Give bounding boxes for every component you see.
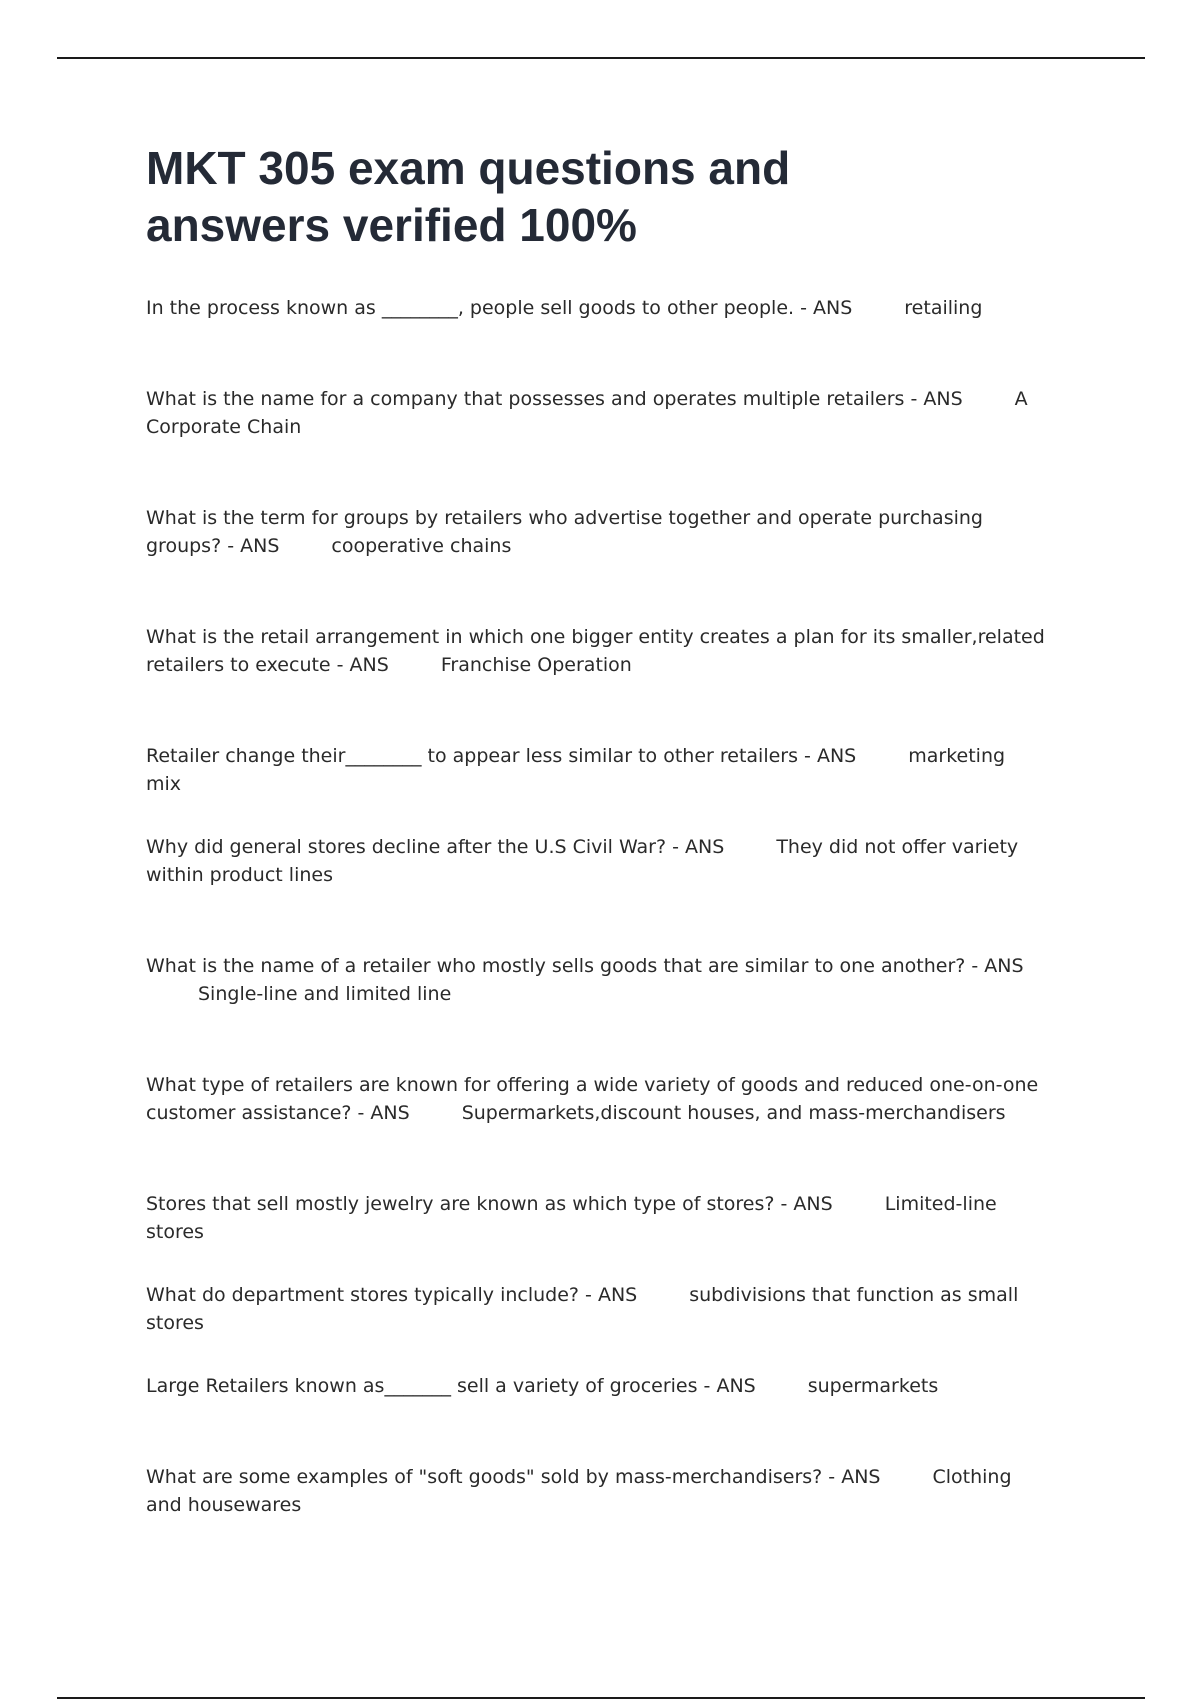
answer-text: marketing mix xyxy=(146,745,1006,795)
qa-item xyxy=(146,504,1046,623)
ans-marker: - ANS xyxy=(697,1375,756,1397)
question-text: What do department stores typically include? xyxy=(146,1284,580,1306)
document-body xyxy=(146,140,1046,1582)
bottom-rule xyxy=(57,1697,1145,1699)
question-text: What is the retail arrangement in which one bigger entity creates a plan for its smaller,related retailers to execute xyxy=(146,626,1045,676)
answer-text: subdivisions that function as small stores xyxy=(146,1284,1019,1334)
answer-text: cooperative chains xyxy=(331,535,512,557)
ans-marker: - ANS xyxy=(822,1466,881,1488)
answer-text: A Corporate Chain xyxy=(146,388,1028,438)
answer-text: Single-line and limited line xyxy=(198,983,452,1005)
qa-item xyxy=(146,742,1046,833)
qa-item xyxy=(146,1372,1046,1463)
question-text: Why did general stores decline after the U.S Civil War? xyxy=(146,836,667,858)
answer-text: Clothing and housewares xyxy=(146,1466,1012,1516)
answer-text: supermarkets xyxy=(807,1375,939,1397)
answer-text: Limited-line stores xyxy=(146,1193,997,1243)
ans-marker: - ANS xyxy=(965,955,1024,977)
top-rule xyxy=(57,57,1145,59)
ans-marker: - ANS xyxy=(904,388,963,410)
ans-marker: - ANS xyxy=(774,1193,833,1215)
question-text: In the process known as ________, people sell goods to other people. xyxy=(146,297,795,319)
question-text: What is the term for groups by retailers who advertise together and operate purchasing groups? xyxy=(146,507,983,557)
document-title: MKT 305 exam questions and answers verified 100% xyxy=(146,142,791,251)
answer-text: retailing xyxy=(904,297,983,319)
qa-item xyxy=(146,833,1046,952)
ans-marker: - ANS xyxy=(794,297,853,319)
question-text: Retailer change their________ to appear less similar to other retailers xyxy=(146,745,799,767)
ans-marker: - ANS xyxy=(798,745,857,767)
question-text: What is the name of a retailer who mostly sells goods that are similar to one another? xyxy=(146,955,966,977)
question-text: What are some examples of "soft goods" sold by mass-merchandisers? xyxy=(146,1466,823,1488)
answer-text: They did not offer variety within product lines xyxy=(146,836,1019,886)
qa-item xyxy=(146,1071,1046,1190)
qa-item xyxy=(146,1281,1046,1372)
ans-marker: - ANS xyxy=(330,654,389,676)
question-text: Stores that sell mostly jewelry are known as which type of stores? xyxy=(146,1193,775,1215)
ans-marker: - ANS xyxy=(351,1102,410,1124)
question-text: What is the name for a company that possesses and operates multiple retailers xyxy=(146,388,905,410)
answer-text: Franchise Operation xyxy=(440,654,632,676)
ans-marker: - ANS xyxy=(221,535,280,557)
answer-text: Supermarkets,discount houses, and mass-merchandisers xyxy=(461,1102,1006,1124)
qa-item xyxy=(146,294,1046,385)
question-text: What type of retailers are known for offering a wide variety of goods and reduced one-on-one customer assistance? xyxy=(146,1074,1039,1124)
qa-item xyxy=(146,1463,1046,1582)
ans-marker: - ANS xyxy=(666,836,725,858)
question-text: Large Retailers known as_______ sell a variety of groceries xyxy=(146,1375,698,1397)
qa-item xyxy=(146,952,1046,1071)
qa-item xyxy=(146,623,1046,742)
qa-list xyxy=(146,294,1046,1582)
qa-item xyxy=(146,1190,1046,1281)
ans-marker: - ANS xyxy=(579,1284,638,1306)
qa-item xyxy=(146,385,1046,504)
